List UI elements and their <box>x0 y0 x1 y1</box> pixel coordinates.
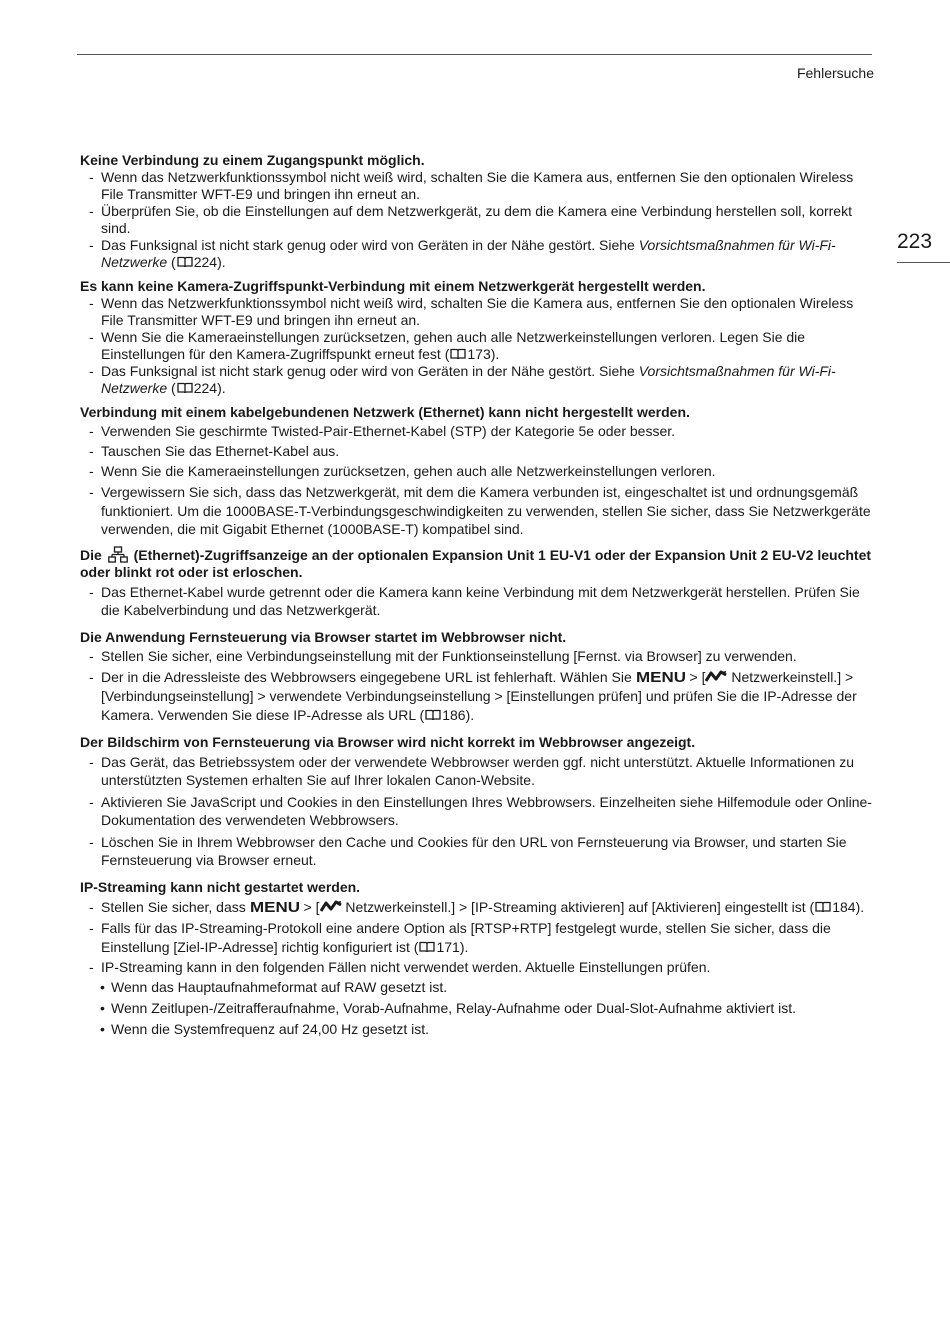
list-item: - IP-Streaming kann in den folgenden Fällen nicht verwendet werden. Aktuelle Einstellungen prüfen. <box>89 959 711 975</box>
section-heading: IP-Streaming kann nicht gestartet werden. <box>80 878 361 895</box>
list-item: - Das Ethernet-Kabel wurde getrennt oder die Kamera kann keine Verbindung mit dem Netzwerkgerät herstellen. Prüfen Sie die Kabelverbindung und das Netzwerkgerät. <box>89 583 860 618</box>
book-icon <box>815 901 831 913</box>
section-ethernet <box>80 404 875 539</box>
page-reference: 224 <box>193 380 218 396</box>
list-item: - Stellen Sie sicher, dass MENU > [ Netzwerkeinstell.] > [IP-Streaming aktivieren] auf [Aktivieren] eingestellt ist ( 184). <box>89 898 865 915</box>
page-reference: 171 <box>436 938 460 955</box>
list-item: - Der in die Adressleiste des Webbrowsers eingegebene URL ist fehlerhaft. Wählen Sie MENU > [ Netzwerkeinstell.] > [Verbindungseinstellung] > verwendete Verbindungseinstellung > [Einstellungen prüfen] und prüfen Sie die IP-Adresse der Kamera. Verwenden Sie diese IP-Adresse als URL ( 186). <box>89 668 857 723</box>
running-header: Fehlersuche <box>796 65 874 81</box>
menu-icon <box>250 900 300 913</box>
network-settings-icon <box>705 670 727 684</box>
page-reference: 186 <box>442 706 466 723</box>
page-reference: 173 <box>467 346 491 362</box>
book-icon <box>450 348 466 360</box>
page-reference: 184 <box>832 898 856 915</box>
list-item: - Das Funksignal ist nicht stark genug oder wird von Geräten in der Nähe gestört. Siehe Vorsichtsmaßnahmen für Wi-Fi-Netzwerke ( 224). <box>89 237 836 270</box>
list-item: - Aktivieren Sie JavaScript und Cookies in den Einstellungen Ihres Webbrowsers. Einzelheiten siehe Hilfemodule oder Online-Dokumentation des verwendeten Webbrowsers. <box>89 793 872 828</box>
menu-icon <box>636 670 686 683</box>
section-camera-access-point <box>80 278 875 397</box>
list-item: - Verwenden Sie geschirmte Twisted-Pair-Ethernet-Kabel (STP) der Kategorie 5e oder besser. <box>89 423 676 439</box>
book-icon <box>419 941 435 953</box>
section-browser-remote-start <box>80 629 875 725</box>
ethernet-icon <box>108 546 128 563</box>
network-settings-icon <box>320 900 342 914</box>
list-item: - Das Gerät, das Betriebssystem oder der verwendete Webbrowser werden ggf. nicht unterstützt. Aktuelle Informationen zu unterstützten Systemen erhalten Sie auf Ihrer lokalen Canon-Website. <box>89 753 855 788</box>
book-icon <box>177 256 193 268</box>
list-item: - Falls für das IP-Streaming-Protokoll eine andere Option als [RTSP+RTP] festgelegt wurde, stellen Sie sicher, dass die Einstellung [Ziel-IP-Adresse] richtig konfiguriert ist ( 171). <box>89 920 831 955</box>
book-icon <box>425 709 441 721</box>
section-heading: Die Anwendung Fernsteuerung via Browser startet im Webbrowser nicht. <box>80 628 567 645</box>
list-item: - Das Funksignal ist nicht stark genug oder wird von Geräten in der Nähe gestört. Siehe Vorsichtsmaßnahmen für Wi-Fi-Netzwerke ( 224). <box>89 363 836 396</box>
page-number: 223 <box>897 230 933 253</box>
svg-text:MENU: MENU <box>635 669 686 683</box>
page-reference: 224 <box>193 254 218 270</box>
section-ethernet-indicator <box>80 546 875 620</box>
sub-list-item: • Wenn die Systemfrequenz auf 24,00 Hz gesetzt ist. <box>100 1021 430 1037</box>
list-item: - Wenn das Netzwerkfunktionssymbol nicht weiß wird, schalten Sie die Kamera aus, entfernen Sie den optionalen Wireless File Transmitter WFT-E9 und bringen ihn erneut an. <box>89 295 854 328</box>
sub-list-item: • Wenn das Hauptaufnahmeformat auf RAW gesetzt ist. <box>100 979 448 995</box>
section-heading: Es kann keine Kamera-Zugriffspunkt-Verbindung mit einem Netzwerkgerät hergestellt werden. <box>80 278 706 294</box>
list-item: - Überprüfen Sie, ob die Einstellungen auf dem Netzwerkgerät, zu dem die Kamera eine Verbindung herstellen soll, korrekt sind. <box>89 203 852 236</box>
list-item: - Wenn Sie die Kameraeinstellungen zurücksetzen, gehen auch alle Netzwerkeinstellungen verloren. <box>89 463 716 479</box>
list-item: - Wenn Sie die Kameraeinstellungen zurücksetzen, gehen auch alle Netzwerkeinstellungen verloren. Legen Sie die Einstellungen für den Kamera-Zugriffspunkt erneut fest ( 173). <box>89 329 806 362</box>
section-ip-streaming <box>80 879 875 1039</box>
list-item: - Stellen Sie sicher, eine Verbindungseinstellung mit der Funktionseinstellung [Fernst. via Browser] zu verwenden. <box>89 647 797 664</box>
list-item: - Löschen Sie in Ihrem Webbrowser den Cache und Cookies für den URL von Fernsteuerung via Browser, und starten Sie Fernsteuerung via Browser erneut. <box>89 833 847 868</box>
page-number-rule <box>897 262 950 263</box>
section-access-point <box>80 152 875 271</box>
sub-list-item: • Wenn Zeitlupen-/Zeitrafferaufnahme, Vorab-Aufnahme, Relay-Aufnahme oder Dual-Slot-Aufnahme aktiviert ist. <box>100 1000 797 1016</box>
section-heading: Keine Verbindung zu einem Zugangspunkt möglich. <box>80 152 425 168</box>
section-heading: Die (Ethernet)-Zugriffsanzeige an der optionalen Expansion Unit 1 EU-V1 oder der Expansion Unit 2 EU-V2 leuchtet oder blinkt rot oder ist erloschen. <box>80 546 872 580</box>
list-item: - Wenn das Netzwerkfunktionssymbol nicht weiß wird, schalten Sie die Kamera aus, entfernen Sie den optionalen Wireless File Transmitter WFT-E9 und bringen ihn erneut an. <box>89 169 854 202</box>
list-item: - Vergewissern Sie sich, dass das Netzwerkgerät, mit dem die Kamera verbunden ist, eingeschaltet ist und ordnungsgemäß funktioniert. Um die 1000BASE-T-Verbindungsgeschwindigkeiten zu verwenden, stellen Sie sicher, dass Sie Netzwerkgeräte verwenden, die mit Gigabit Ethernet (1000BASE-T) kompatibel sind. <box>89 484 871 537</box>
top-rule <box>77 54 872 55</box>
section-browser-remote-display <box>80 734 875 870</box>
svg-text:MENU: MENU <box>249 899 300 913</box>
book-icon <box>177 382 193 394</box>
section-heading: Verbindung mit einem kabelgebundenen Netzwerk (Ethernet) kann nicht hergestellt werden. <box>80 404 690 420</box>
troubleshooting-content <box>80 152 875 1045</box>
list-item: - Tauschen Sie das Ethernet-Kabel aus. <box>89 443 340 459</box>
section-heading: Der Bildschirm von Fernsteuerung via Browser wird nicht korrekt im Webbrowser angezeigt. <box>80 733 696 750</box>
